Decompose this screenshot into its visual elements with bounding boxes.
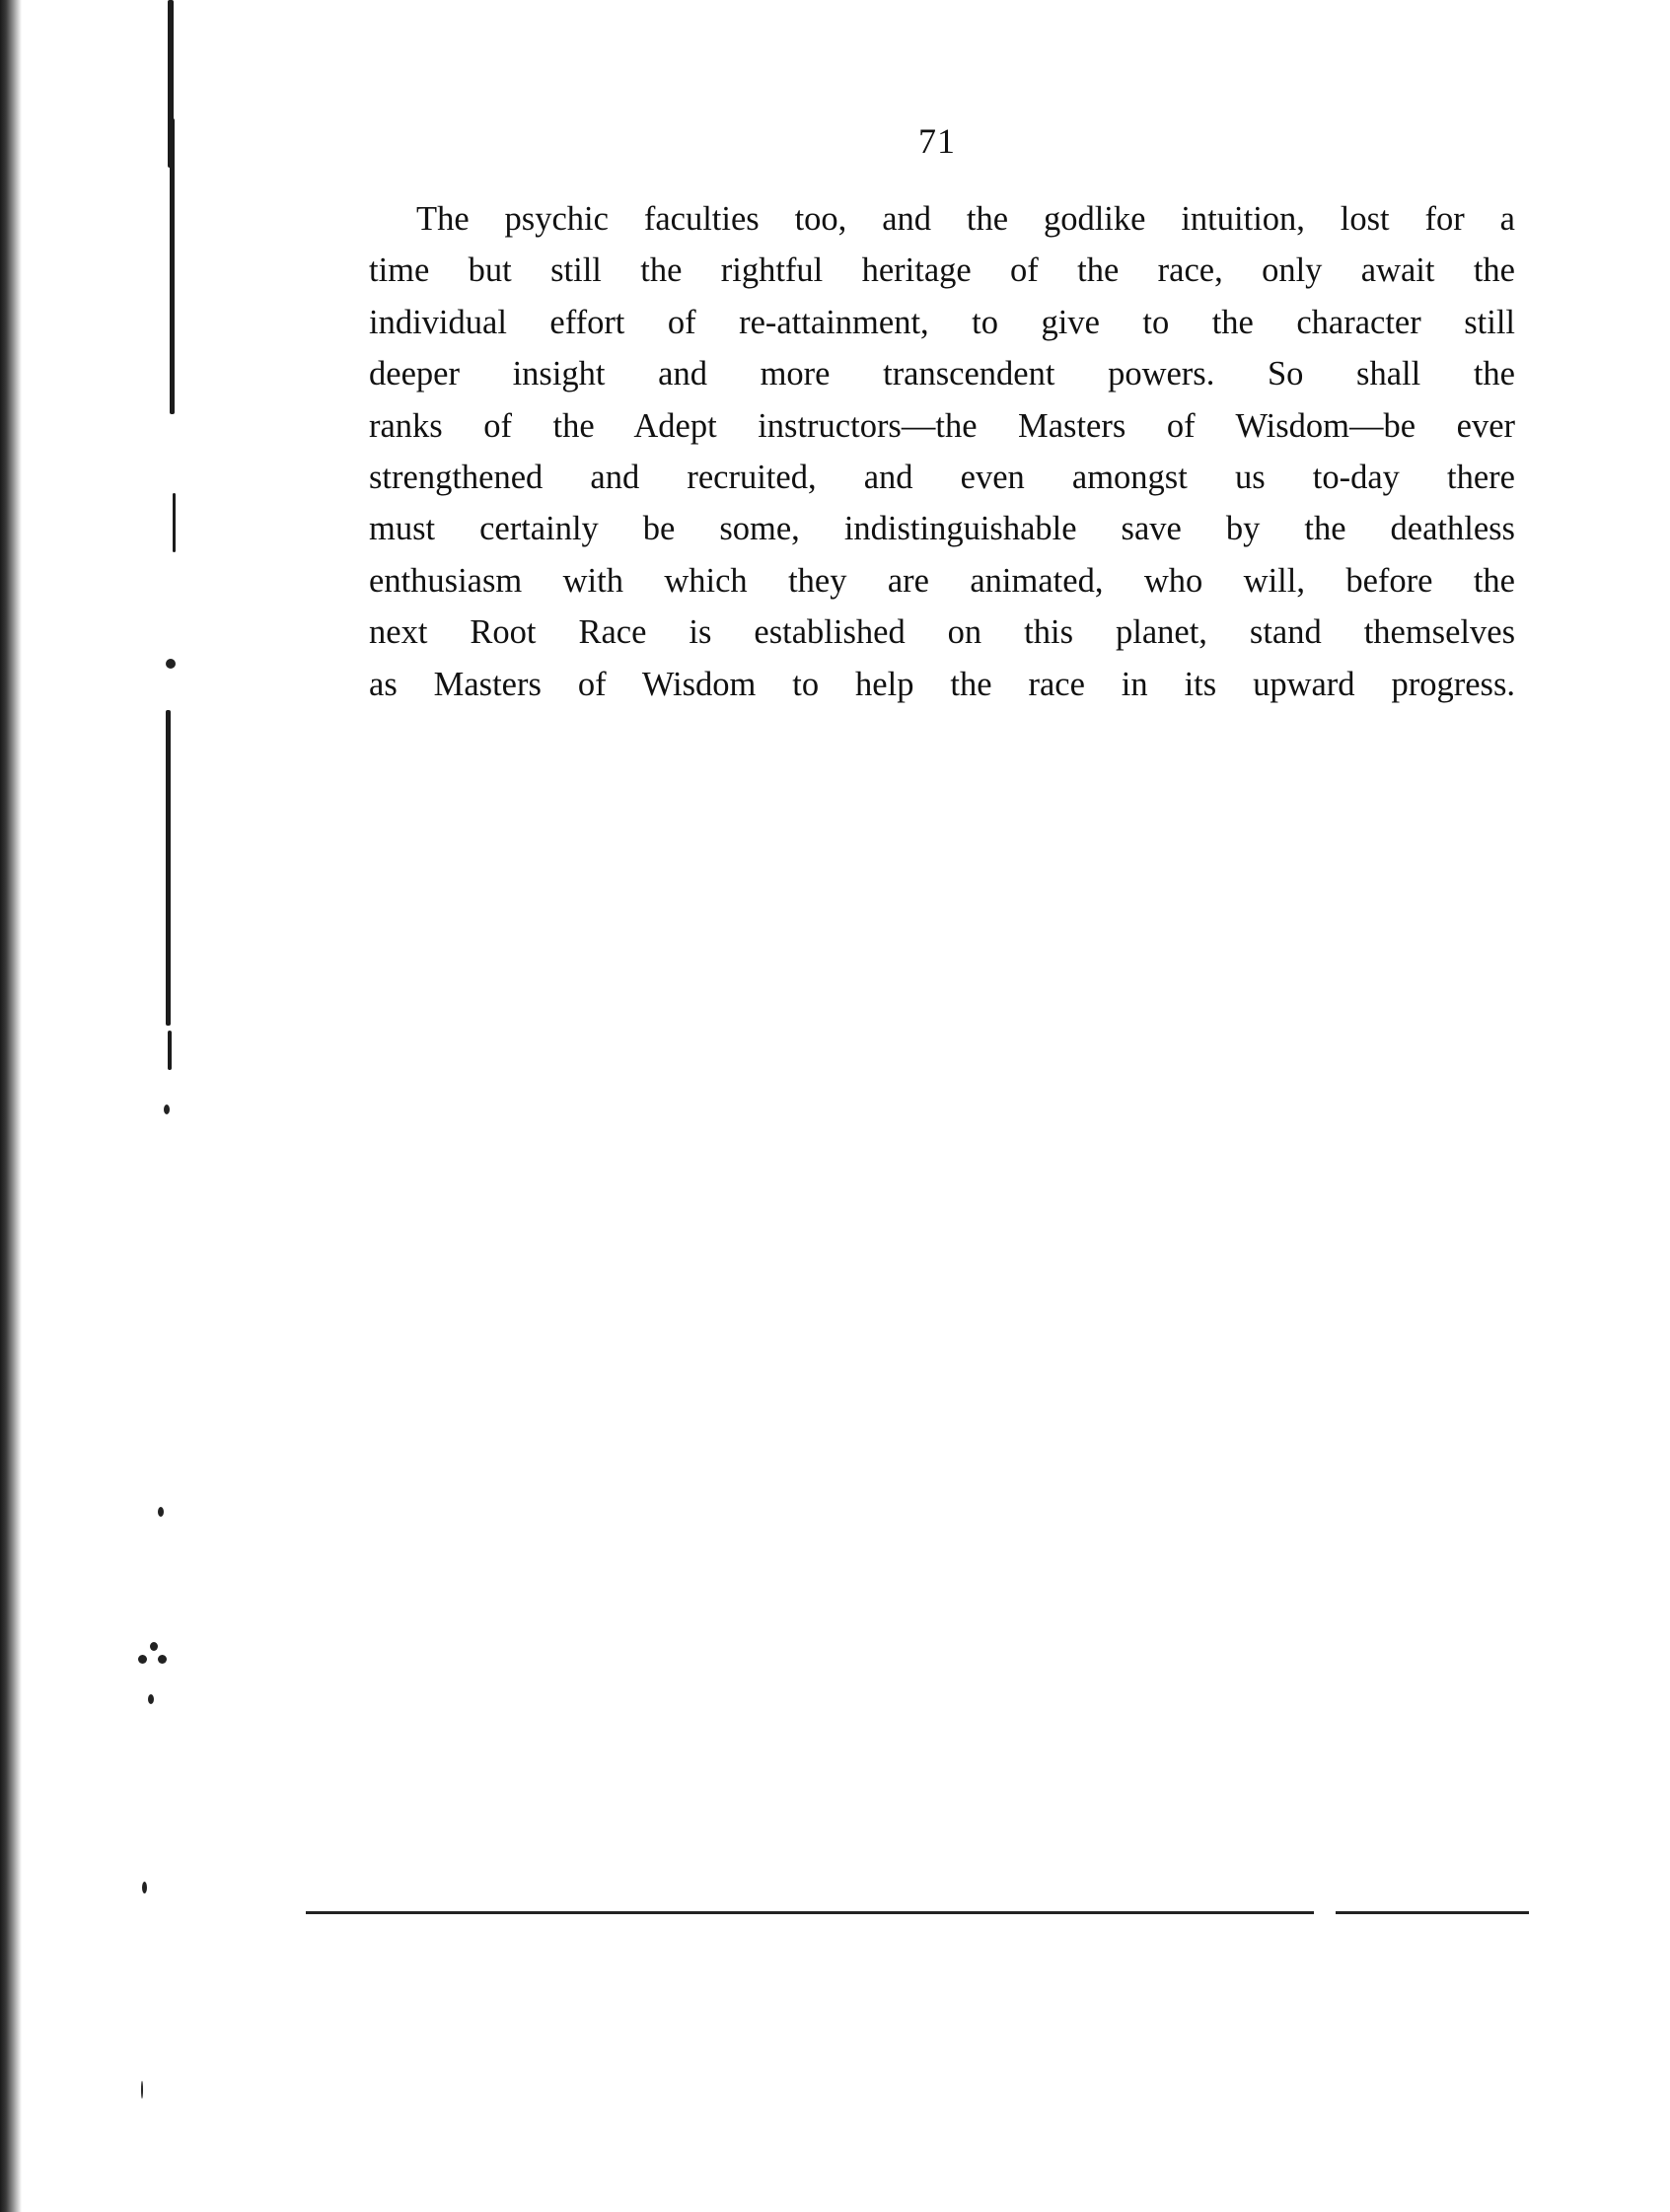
- binding-edge: [0, 0, 22, 2212]
- paragraph-line: ranks of the Adept instructors—the Masters of Wisdom—be ever: [369, 406, 1515, 445]
- paragraph-line: next Root Race is established on this planet, stand themselves: [369, 613, 1515, 652]
- rule-gap: [1314, 1910, 1336, 1915]
- paragraph-line: time but still the rightful heritage of the race, only await the: [369, 251, 1515, 290]
- footer-rule: [306, 1911, 1529, 1914]
- binding-stitch: [168, 1031, 172, 1070]
- paragraph-line: strengthened and recruited, and even amongst us to-day there: [369, 459, 1515, 497]
- paragraph-line: individual effort of re-attainment, to give to the character still: [369, 303, 1515, 341]
- paragraph-line: deeper insight and more transcendent powers. So shall the: [369, 355, 1515, 393]
- paragraph-line: The psychic faculties too, and the godlike intuition, lost for a: [416, 200, 1515, 238]
- scan-speck: [166, 659, 176, 669]
- binding-stitch: [170, 118, 175, 414]
- binding-stitch: [173, 493, 176, 552]
- scan-speck: [138, 1655, 147, 1664]
- page-number: 71: [918, 121, 956, 161]
- body-paragraph: [369, 193, 1515, 710]
- scan-speck: [142, 1882, 147, 1893]
- paragraph-line: enthusiasm with which they are animated, who will, before the: [369, 561, 1515, 600]
- binding-stitch: [166, 710, 171, 1026]
- scan-speck: [164, 1105, 170, 1114]
- scan-speck: [148, 1694, 154, 1704]
- paragraph-line: as Masters of Wisdom to help the race in its upward progress.: [369, 665, 1515, 703]
- scan-speck: [141, 2081, 143, 2099]
- scan-speck: [158, 1507, 164, 1517]
- paragraph-line: must certainly be some, indistinguishable save by the deathless: [369, 510, 1515, 548]
- scan-speck: [158, 1655, 167, 1664]
- scan-speck: [150, 1642, 158, 1651]
